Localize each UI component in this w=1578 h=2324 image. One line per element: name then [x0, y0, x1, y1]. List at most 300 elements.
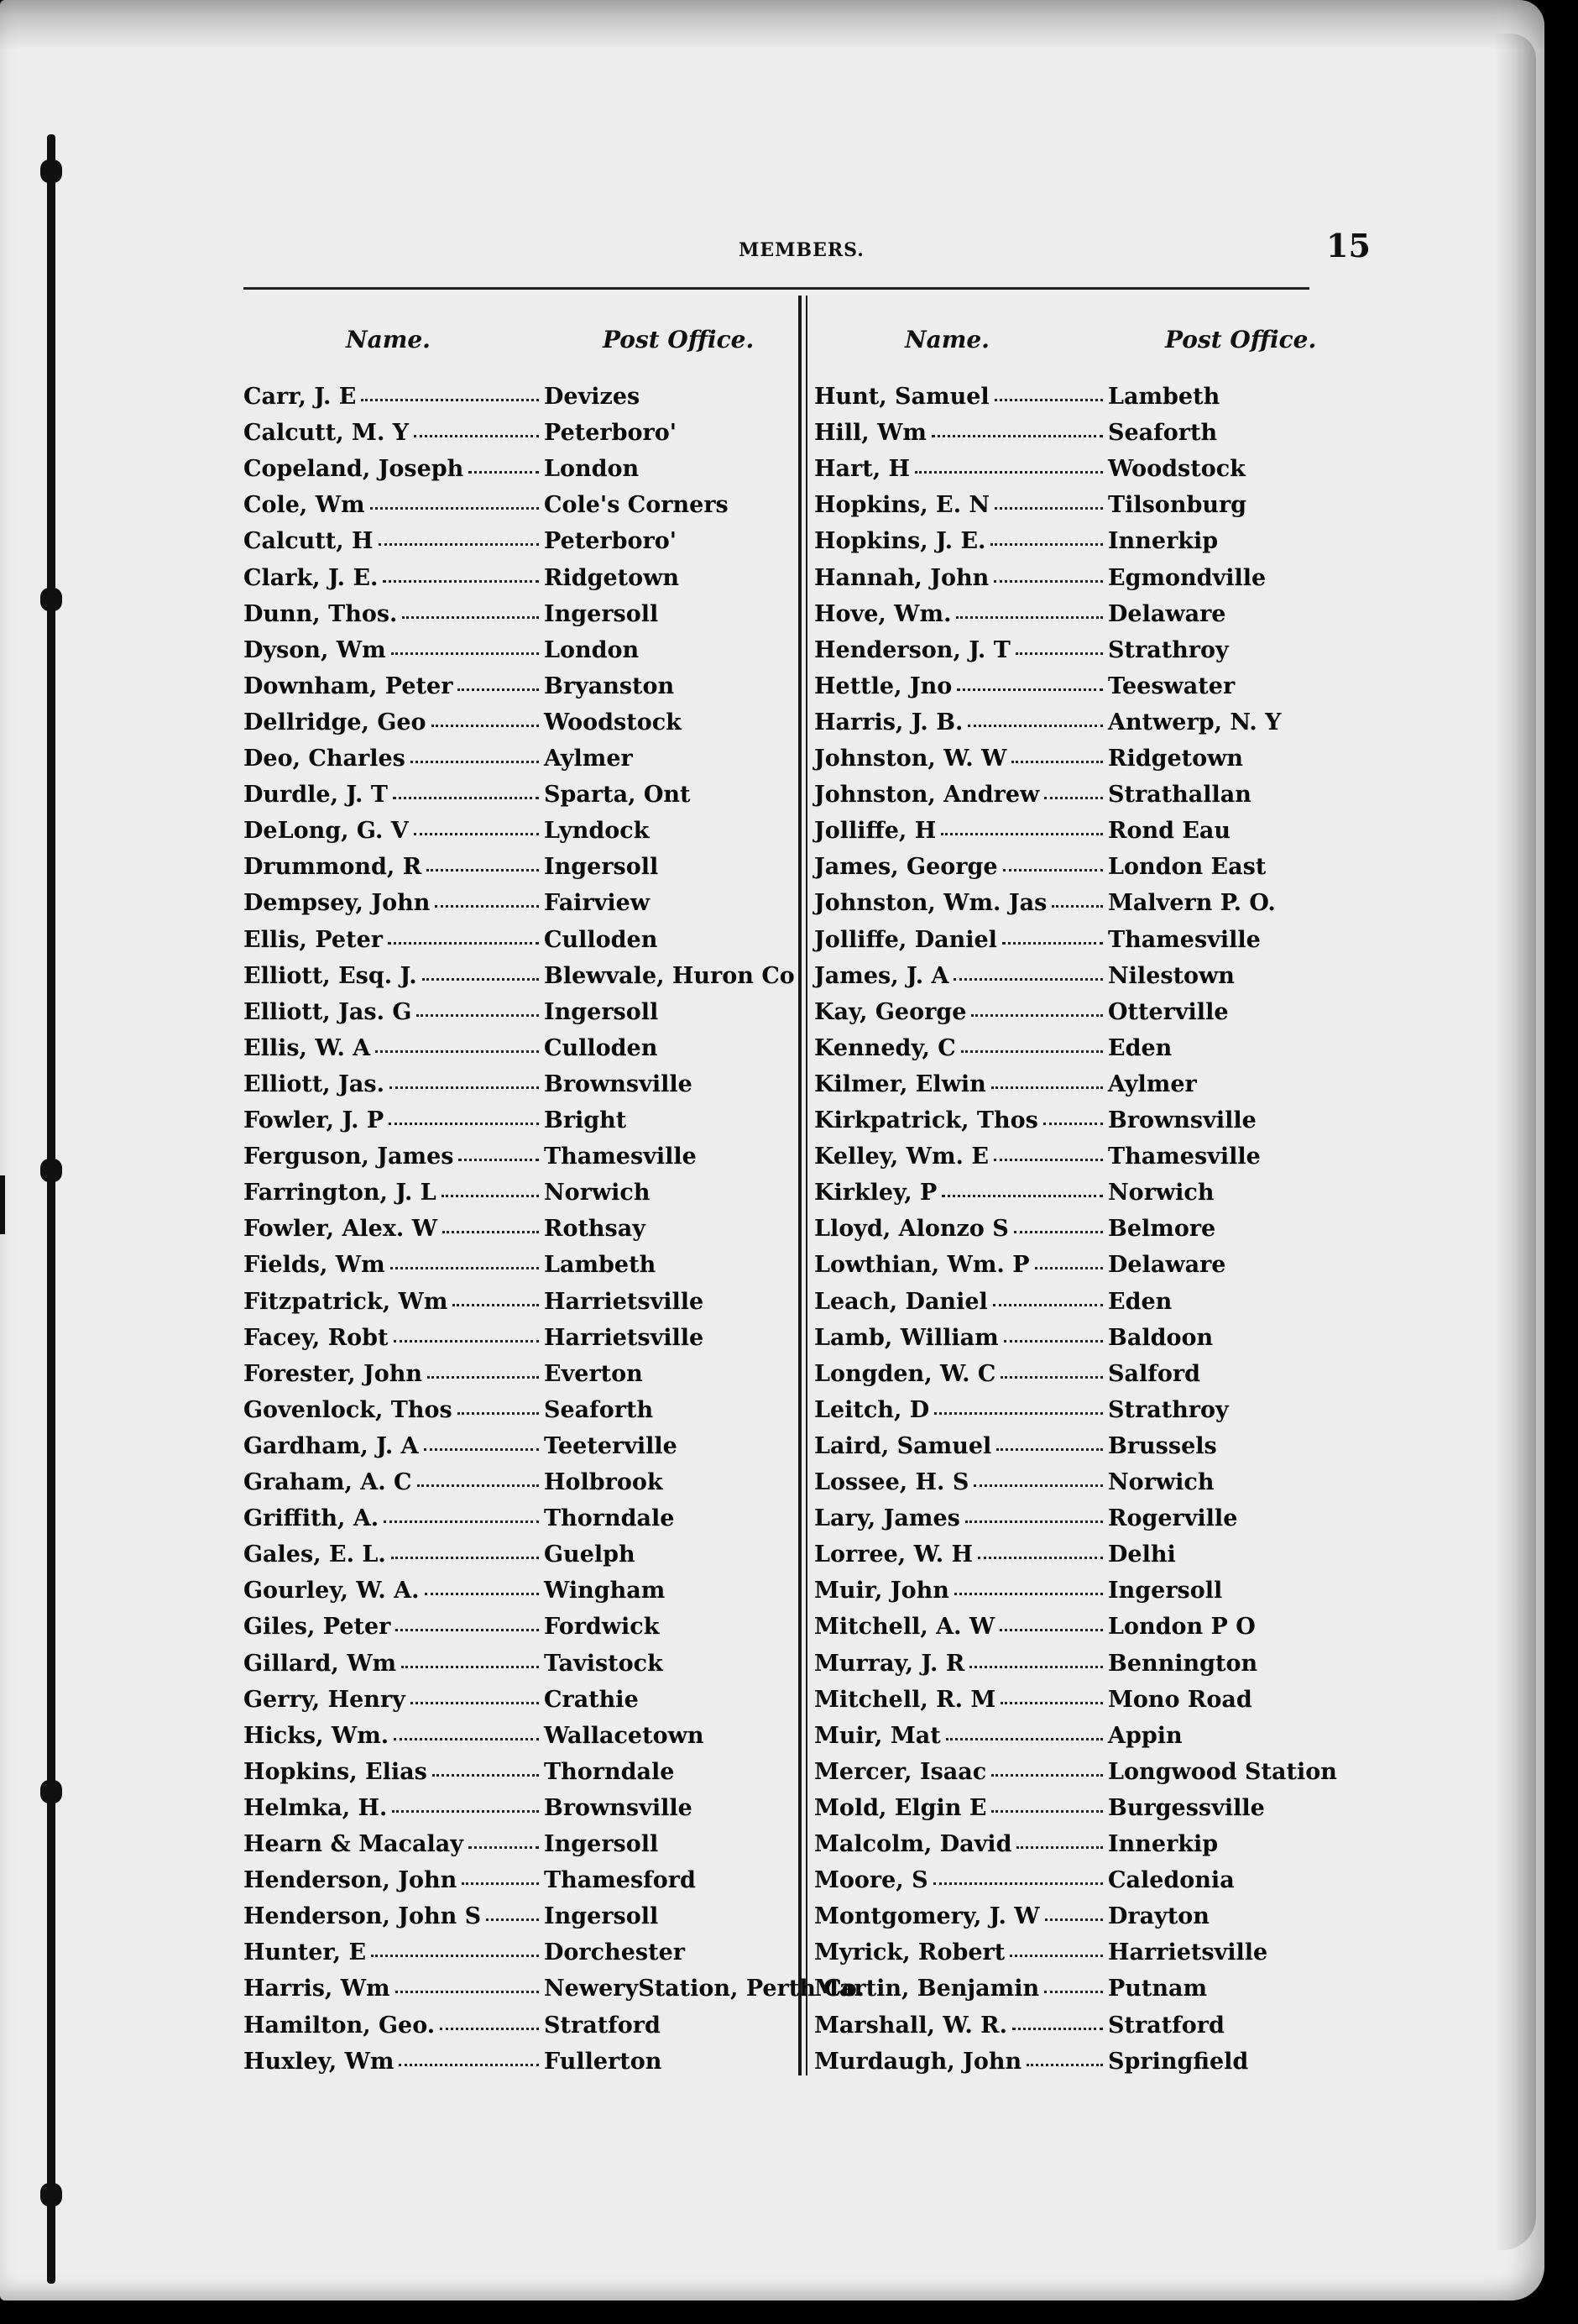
member-entry	[814, 2013, 1309, 2048]
member-post-office: Rond Eau	[1108, 818, 1231, 845]
leader-dots	[933, 1882, 1103, 1885]
member-post-office: NeweryStation, Perth Co.	[544, 1976, 865, 2002]
leader-dots	[957, 688, 1103, 691]
leader-dots	[1044, 797, 1103, 799]
member-entry	[243, 999, 789, 1034]
member-entry	[243, 1578, 789, 1613]
leader-dots	[954, 1593, 1103, 1595]
leader-dots	[1004, 1340, 1103, 1343]
member-entry	[814, 1325, 1309, 1360]
member-name: Elliott, Jas.	[243, 1070, 384, 1097]
member-post-office: Crathie	[544, 1686, 639, 1713]
member-post-office: Thamesville	[1108, 1144, 1261, 1170]
member-entry	[814, 782, 1309, 817]
member-post-office: London East	[1108, 854, 1267, 881]
binding-stitch	[40, 1780, 62, 1803]
member-entry	[243, 528, 789, 563]
member-post-office: Ridgetown	[544, 564, 679, 591]
member-name: Lossee, H. S	[814, 1469, 969, 1495]
leader-dots	[942, 1195, 1103, 1197]
member-name: Fields, Wm	[243, 1252, 385, 1279]
leader-dots	[389, 1123, 539, 1125]
leader-dots	[994, 1159, 1103, 1161]
member-name: Lorree, W. H	[814, 1541, 974, 1568]
leader-dots	[1016, 652, 1103, 655]
member-name: Hill, Wm	[814, 420, 927, 447]
member-post-office: Baldoon	[1108, 1324, 1214, 1351]
member-name: Carr, J. E	[243, 384, 357, 410]
member-post-office: Sparta, Ont	[544, 782, 691, 809]
member-post-office: Seaforth	[1108, 420, 1218, 447]
member-name: Johnston, W. W	[814, 746, 1007, 772]
member-entry	[814, 1976, 1309, 2011]
member-name: Leach, Daniel	[814, 1288, 988, 1315]
leader-dots	[442, 1231, 539, 1233]
leader-dots	[971, 1014, 1103, 1017]
member-post-office: Woodstock	[544, 709, 682, 735]
member-entry	[814, 1216, 1309, 1251]
leader-dots	[1027, 2064, 1103, 2066]
leader-dots	[370, 507, 539, 510]
member-post-office: Ingersoll	[544, 1831, 659, 1857]
member-entry	[814, 384, 1309, 419]
member-name: Elliott, Esq. J.	[243, 962, 417, 989]
member-name: Myrick, Robert	[814, 1939, 1006, 1966]
member-name: Govenlock, Thos	[243, 1396, 452, 1423]
member-entry	[814, 746, 1309, 781]
member-name: Dellridge, Geo	[243, 709, 426, 735]
member-entry	[814, 1180, 1309, 1215]
member-entry	[814, 1505, 1309, 1541]
member-name: Downham, Peter	[243, 673, 453, 699]
member-post-office: Strathroy	[1108, 1396, 1229, 1423]
member-entry	[814, 1614, 1309, 1649]
member-entry	[243, 1723, 789, 1758]
member-name: Moore, S	[814, 1867, 928, 1894]
member-name: Hopkins, Elias	[243, 1758, 427, 1785]
member-name: Clark, J. E.	[243, 564, 379, 591]
leader-dots	[991, 1086, 1103, 1089]
member-post-office: Thamesford	[544, 1867, 696, 1894]
member-name: Lloyd, Alonzo S	[814, 1216, 1009, 1243]
member-post-office: Ingersoll	[544, 854, 659, 881]
member-post-office: Innerkip	[1108, 528, 1219, 555]
member-post-office: London	[544, 456, 640, 483]
binding-stitch	[40, 2183, 62, 2206]
leader-dots	[457, 1412, 539, 1415]
leader-dots	[968, 725, 1103, 727]
leader-dots	[991, 1774, 1103, 1777]
member-post-office: Longwood Station	[1108, 1758, 1337, 1785]
member-entry	[243, 818, 789, 853]
binding-stitch	[40, 160, 62, 183]
leader-dots	[1001, 1702, 1103, 1704]
leader-dots	[462, 1882, 539, 1885]
member-post-office: Aylmer	[1108, 1070, 1197, 1097]
member-name: Jolliffe, Daniel	[814, 926, 997, 953]
member-name: Mitchell, A. W	[814, 1614, 995, 1641]
leader-dots	[956, 616, 1103, 619]
member-name: Elliott, Jas. G	[243, 998, 412, 1025]
leader-dots	[1012, 2028, 1103, 2030]
member-name: Fitzpatrick, Wm	[243, 1288, 448, 1315]
leader-dots	[410, 761, 539, 763]
member-post-office: Ridgetown	[1108, 746, 1243, 772]
member-post-office: Strathallan	[1108, 782, 1251, 809]
member-post-office: Norwich	[1108, 1180, 1215, 1206]
leader-dots	[1052, 905, 1103, 908]
leader-dots	[375, 1050, 539, 1053]
member-entry	[243, 1651, 789, 1686]
leader-dots	[391, 1557, 539, 1559]
leader-dots	[946, 1738, 1103, 1740]
member-entry	[814, 673, 1309, 709]
member-entry	[814, 963, 1309, 998]
member-entry	[243, 1361, 789, 1396]
member-post-office: Salford	[1108, 1360, 1200, 1387]
member-post-office: Tilsonburg	[1108, 492, 1247, 519]
member-post-office: Lyndock	[544, 818, 650, 845]
right-name-heading: Name.	[905, 326, 990, 353]
member-post-office: Guelph	[544, 1541, 635, 1568]
leader-dots	[440, 2028, 539, 2030]
member-entry	[814, 1397, 1309, 1432]
member-name: Martin, Benjamin	[814, 1976, 1040, 2002]
binding-edge	[47, 134, 55, 2284]
member-post-office: Brownsville	[544, 1070, 692, 1097]
member-post-office: Ingersoll	[544, 998, 659, 1025]
leader-dots	[394, 1738, 539, 1740]
leader-dots	[431, 725, 539, 727]
member-name: Griffith, A.	[243, 1505, 379, 1532]
leader-dots	[457, 688, 539, 691]
member-post-office: Harrietsville	[544, 1288, 704, 1315]
member-post-office: Nilestown	[1108, 962, 1235, 989]
member-name: Durdle, J. T	[243, 782, 388, 809]
member-entry	[243, 637, 789, 673]
member-entry	[243, 1759, 789, 1794]
member-post-office: Springfield	[1108, 2048, 1249, 2075]
member-entry	[814, 1723, 1309, 1758]
member-post-office: Ingersoll	[1108, 1578, 1223, 1604]
member-entry	[243, 709, 789, 745]
leader-dots	[1011, 761, 1103, 763]
leader-dots	[383, 580, 539, 583]
member-entry	[814, 1758, 1337, 1794]
member-name: Harris, J. B.	[814, 709, 964, 735]
member-name: Longden, W. C	[814, 1360, 996, 1387]
leader-dots	[1000, 1629, 1103, 1631]
member-entry	[243, 890, 789, 925]
member-entry	[814, 1035, 1309, 1070]
member-name: Kirkpatrick, Thos	[814, 1107, 1038, 1133]
leader-dots	[934, 1412, 1103, 1415]
member-name: Dunn, Thos.	[243, 600, 398, 627]
member-name: Gales, E. L.	[243, 1541, 386, 1568]
member-entry	[814, 1433, 1309, 1468]
member-post-office: Harrietsville	[1108, 1939, 1268, 1966]
member-post-office: Thorndale	[544, 1505, 675, 1532]
member-entry	[243, 962, 795, 998]
member-name: Fowler, J. P	[243, 1107, 384, 1133]
leader-dots	[1003, 869, 1103, 872]
member-name: Mercer, Isaac	[814, 1758, 987, 1785]
leader-dots	[458, 1159, 539, 1161]
leader-dots	[427, 1376, 539, 1379]
member-entry	[814, 1469, 1309, 1505]
member-name: Forester, John	[243, 1360, 423, 1387]
member-entry	[814, 1578, 1309, 1613]
member-post-office: Wingham	[544, 1578, 666, 1604]
leader-dots	[969, 1666, 1103, 1668]
member-name: Hearn & Macalay	[243, 1831, 463, 1857]
member-entry	[814, 1903, 1309, 1939]
member-entry	[243, 1687, 789, 1722]
member-post-office: Putnam	[1108, 1976, 1208, 2002]
member-post-office: Lambeth	[1108, 384, 1220, 410]
member-name: Farrington, J. L	[243, 1180, 436, 1206]
member-name: Leitch, D	[814, 1396, 930, 1423]
leader-dots	[978, 1557, 1103, 1559]
member-name: Montgomery, J. W	[814, 1903, 1040, 1930]
page-edge-shadow	[1494, 34, 1536, 2250]
member-entry	[243, 565, 789, 600]
member-name: Helmka, H.	[243, 1794, 388, 1821]
member-post-office: Teeterville	[544, 1432, 677, 1459]
member-name: Murdaugh, John	[814, 2048, 1022, 2075]
leader-dots	[425, 1593, 539, 1595]
member-entry	[814, 890, 1309, 925]
column-divider-thin	[806, 296, 807, 2075]
member-name: Henderson, J. T	[814, 636, 1011, 663]
member-post-office: Malvern P. O.	[1108, 890, 1276, 917]
page-notch	[0, 1175, 5, 1234]
member-entry	[814, 492, 1309, 527]
member-post-office: Burgessville	[1108, 1794, 1265, 1821]
leader-dots	[961, 1050, 1103, 1053]
member-name: Drummond, R	[243, 854, 422, 881]
member-name: Huxley, Wm	[243, 2048, 394, 2075]
member-entry	[814, 1687, 1309, 1722]
member-entry	[814, 601, 1309, 636]
leader-dots	[395, 1629, 539, 1631]
member-entry	[814, 637, 1309, 673]
member-name: Kilmer, Elwin	[814, 1070, 986, 1097]
page-top-shadow	[0, 0, 1544, 50]
member-entry	[814, 1144, 1309, 1179]
member-entry	[814, 420, 1309, 455]
member-name: James, J. A	[814, 962, 949, 989]
member-post-office: Peterboro'	[544, 528, 677, 555]
leader-dots	[468, 1846, 539, 1849]
leader-dots	[990, 543, 1103, 546]
member-name: James, George	[814, 854, 998, 881]
member-post-office: Brussels	[1108, 1432, 1217, 1459]
member-post-office: Norwich	[1108, 1469, 1215, 1495]
member-post-office: Thamesville	[544, 1144, 697, 1170]
member-post-office: Bennington	[1108, 1650, 1258, 1677]
leader-dots	[417, 1484, 539, 1487]
member-name: Mitchell, R. M	[814, 1686, 996, 1713]
member-entry	[814, 1289, 1309, 1324]
member-entry	[814, 1107, 1309, 1143]
member-name: Malcolm, David	[814, 1831, 1012, 1857]
member-post-office: Harrietsville	[544, 1324, 704, 1351]
leader-dots	[1010, 1955, 1103, 1957]
member-entry	[243, 1939, 789, 1975]
leader-dots	[1002, 942, 1103, 945]
member-post-office: Thorndale	[544, 1758, 675, 1785]
leader-dots	[401, 1666, 539, 1668]
member-entry	[243, 1867, 789, 1903]
member-post-office: Rogerville	[1108, 1505, 1238, 1532]
member-name: Hove, Wm.	[814, 600, 952, 627]
leader-dots	[993, 1304, 1103, 1306]
member-name: Johnston, Wm. Jas	[814, 890, 1048, 917]
member-post-office: Dorchester	[544, 1939, 685, 1966]
leader-dots	[410, 1702, 539, 1704]
member-post-office: Cole's Corners	[544, 492, 729, 519]
member-post-office: Stratford	[1108, 2012, 1225, 2039]
member-entry	[243, 1325, 789, 1360]
running-header: MEMBERS.	[739, 239, 865, 261]
leader-dots	[394, 1340, 539, 1343]
leader-dots	[388, 942, 539, 945]
member-entry	[814, 1071, 1309, 1107]
member-entry	[243, 1795, 789, 1830]
member-name: Dyson, Wm	[243, 636, 386, 663]
member-name: Hamilton, Geo.	[243, 2012, 436, 2039]
member-post-office: Drayton	[1108, 1903, 1210, 1930]
member-post-office: Rothsay	[544, 1216, 645, 1243]
member-post-office: Ingersoll	[544, 1903, 659, 1930]
leader-dots	[974, 1484, 1103, 1487]
member-entry	[814, 2049, 1309, 2084]
member-name: Hettle, Jno	[814, 673, 953, 699]
member-post-office: Blewvale, Huron Co	[544, 962, 795, 989]
member-entry	[243, 1976, 865, 2011]
leader-dots	[965, 1521, 1103, 1523]
leader-dots	[393, 797, 539, 799]
member-entry	[243, 782, 789, 817]
member-entry	[814, 1541, 1309, 1577]
leader-dots	[995, 507, 1103, 510]
member-entry	[243, 1071, 789, 1107]
member-entry	[814, 854, 1309, 889]
leader-dots	[996, 1448, 1103, 1451]
member-entry	[814, 1795, 1309, 1830]
member-name: Deo, Charles	[243, 746, 405, 772]
member-entry	[243, 1252, 789, 1287]
binding-stitch	[40, 588, 62, 611]
leader-dots	[424, 1448, 539, 1451]
leader-dots	[391, 652, 539, 655]
leader-dots	[389, 1086, 539, 1089]
leader-dots	[1016, 1846, 1103, 1849]
member-entry	[243, 1035, 789, 1070]
page-number: 15	[1326, 227, 1371, 264]
member-entry	[814, 1361, 1309, 1396]
member-entry	[814, 709, 1309, 745]
member-post-office: Fullerton	[544, 2048, 662, 2075]
member-post-office: Belmore	[1108, 1216, 1216, 1243]
member-name: Muir, John	[814, 1578, 949, 1604]
member-entry	[243, 420, 789, 455]
leader-dots	[995, 399, 1103, 401]
leader-dots	[379, 543, 539, 546]
leader-dots	[1014, 1231, 1103, 1233]
member-entry	[243, 1903, 789, 1939]
member-name: Dempsey, John	[243, 890, 431, 917]
member-entry	[243, 854, 789, 889]
member-post-office: Egmondville	[1108, 564, 1267, 591]
member-entry	[814, 528, 1309, 563]
leader-dots	[426, 869, 539, 872]
member-name: Ellis, W. A	[243, 1034, 371, 1061]
member-post-office: Brownsville	[1108, 1107, 1257, 1133]
member-name: Kelley, Wm. E	[814, 1144, 989, 1170]
member-entry	[814, 1867, 1309, 1903]
member-post-office: Tavistock	[544, 1650, 663, 1677]
member-entry	[243, 673, 789, 709]
member-name: Kirkley, P	[814, 1180, 938, 1206]
header-rule	[243, 287, 1309, 290]
member-post-office: Mono Road	[1108, 1686, 1252, 1713]
member-entry	[814, 1252, 1309, 1287]
member-post-office: Bryanston	[544, 673, 675, 699]
member-name: Facey, Robt	[243, 1324, 389, 1351]
leader-dots	[390, 1267, 539, 1269]
member-name: Muir, Mat	[814, 1722, 941, 1749]
member-name: Laird, Samuel	[814, 1432, 992, 1459]
leader-dots	[991, 1810, 1103, 1813]
member-entry	[243, 456, 789, 491]
member-post-office: Teeswater	[1108, 673, 1236, 699]
member-name: Lary, James	[814, 1505, 960, 1532]
member-entry	[243, 1831, 789, 1866]
member-name: Mold, Elgin E	[814, 1794, 987, 1821]
member-post-office: Devizes	[544, 384, 640, 410]
member-name: Hunter, E	[243, 1939, 367, 1966]
member-entry	[243, 2013, 789, 2048]
member-entry	[243, 1107, 789, 1143]
member-post-office: Eden	[1108, 1288, 1173, 1315]
member-name: Fowler, Alex. W	[243, 1216, 438, 1243]
column-divider	[798, 296, 802, 2075]
leader-dots	[486, 1918, 539, 1921]
member-entry	[814, 1939, 1309, 1975]
member-post-office: Peterboro'	[544, 420, 677, 447]
member-post-office: Lambeth	[544, 1252, 656, 1279]
member-post-office: Everton	[544, 1360, 643, 1387]
leader-dots	[414, 435, 539, 437]
member-post-office: Delaware	[1108, 600, 1226, 627]
left-post-office-heading: Post Office.	[603, 326, 755, 353]
leader-dots	[432, 1774, 539, 1777]
leader-dots	[399, 2064, 539, 2066]
leader-dots	[402, 616, 539, 619]
member-name: Gerry, Henry	[243, 1686, 405, 1713]
member-name: Kay, George	[814, 998, 967, 1025]
leader-dots	[932, 435, 1103, 437]
member-entry	[243, 1469, 789, 1505]
left-name-heading: Name.	[346, 326, 431, 353]
member-post-office: Fordwick	[544, 1614, 660, 1641]
member-name: Giles, Peter	[243, 1614, 391, 1641]
member-name: Johnston, Andrew	[814, 782, 1040, 809]
member-post-office: Culloden	[544, 926, 658, 953]
member-entry	[243, 1289, 789, 1324]
